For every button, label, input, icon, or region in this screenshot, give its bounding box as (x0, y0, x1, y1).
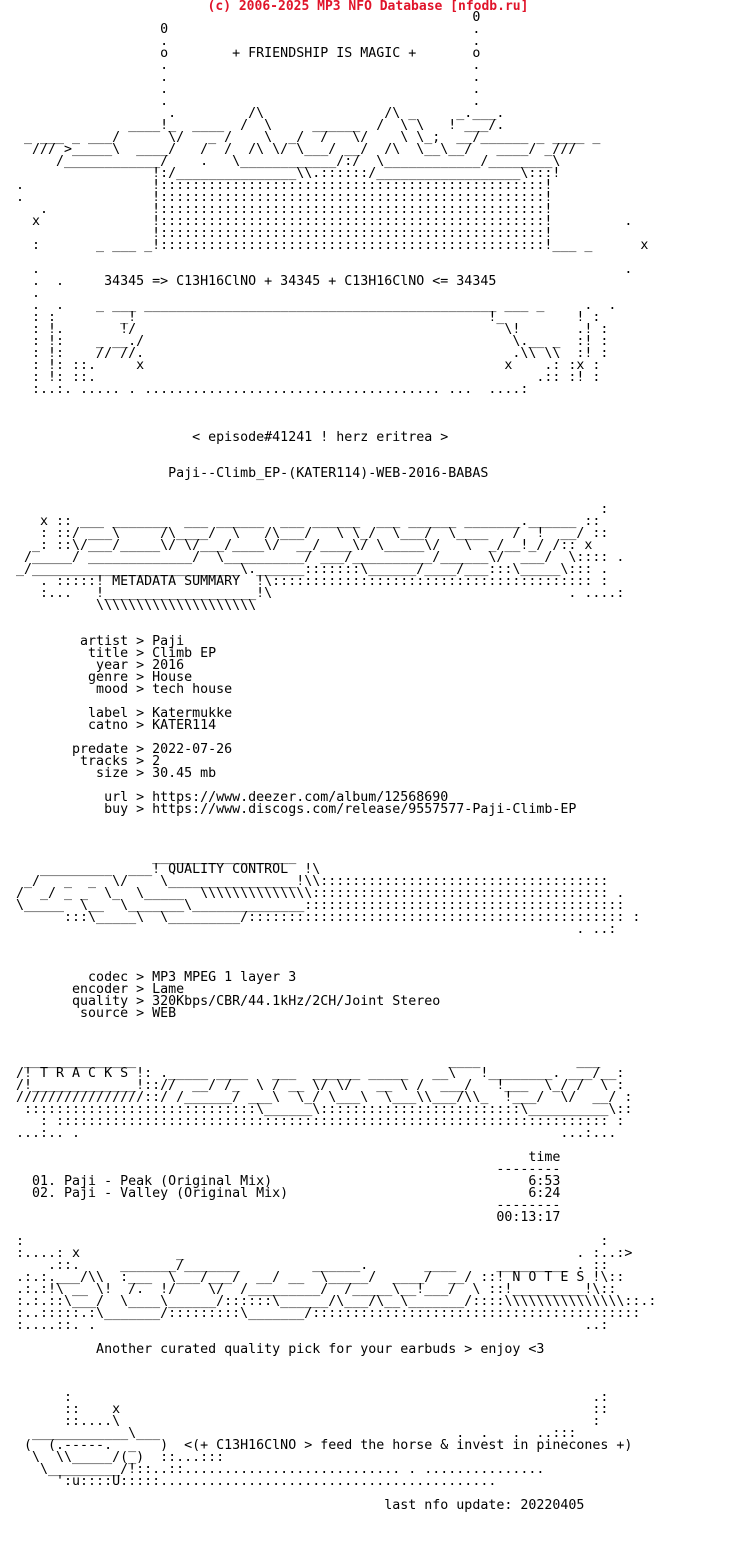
nfo-line: Another curated quality pick for your earbuds > enjoy <3 (8, 1342, 545, 1357)
nfo-line: codec > MP3 MPEG 1 layer 3 (8, 970, 297, 985)
nfo-line: o + FRIENDSHIP IS MAGIC + o (8, 46, 481, 61)
nfo-line: . . _ ___ ____________________________________________ ___ _ . . (8, 298, 617, 313)
nfo-line: :..:. ..... . ..................................... ... ....: (8, 382, 529, 397)
nfo-line: \_____ \__ \_______\______________:::::::::::::::::::::::::::::::::::::::: (8, 898, 625, 913)
nfo-line: : !: _ __./ \.__ _ :! : (8, 334, 609, 349)
nfo-line: __________________ (8, 850, 297, 865)
nfo-line: source > WEB (8, 1006, 177, 1021)
nfo-line: . . (8, 58, 481, 73)
nfo-line: . !::::::::::::::::::::::::::::::::::::::::::::::::! (8, 202, 553, 217)
nfo-line: /____________/ . \____________/:/ \____________/________\ (8, 154, 561, 169)
nfo-line: \\\\\\\\\\\\\\\\\\\\ (8, 598, 257, 613)
nfo-line: / _/ _ _ \_ \_____ \\\\\\\\\\\\\\::::::::::::::::::::::::::::::::::::: . (8, 886, 625, 901)
nfo-line: .::. _______/_______ ______. ____ _________ . :: (8, 1258, 609, 1273)
nfo-line: : ::::::::::::::::::::::::::::::::::::::::::::::::::::::::::::::::::::: : (8, 1114, 625, 1129)
nfo-line: /_____/ _____________/ \__________/ ___/__________/______\/ ___/ \:::: . (8, 550, 625, 565)
nfo-line: _________ ___! QUALITY CONTROL !\ (8, 862, 321, 877)
nfo-line: label > Katermukke (8, 706, 233, 721)
nfo-line: year > 2016 (8, 658, 185, 673)
nfo-line: 0 . (8, 22, 481, 37)
nfo-line: encoder > Lame (8, 982, 185, 997)
nfo-line: : !: // //. .\\ \\ :! : (8, 346, 609, 361)
nfo-line: . ..: (8, 922, 617, 937)
nfo-line: -------- (8, 1198, 561, 1213)
nfo-line: . (8, 286, 41, 301)
nfo-line: ( (.-----. _ ) <(+ C13H16ClNO > feed the horse & invest in pinecones +) (8, 1438, 633, 1453)
nfo-line: . . (8, 82, 481, 97)
nfo-line: : !: ::. x x .: :x : (8, 358, 601, 373)
nfo-line: : ::/ ___\ /\____/ \ /\___/ \ \_/ \___/ \____ / ! __/ :: (8, 526, 609, 541)
nfo-line: url > https://www.deezer.com/album/12568690 (8, 790, 449, 805)
nfo-line: ____!_ ____ / \ ______ / \ \ ! ___/. (8, 118, 505, 133)
nfo-line: _/ _ _ \/ \________________!\\:::::::::::::::::::::::::::::::::::: (8, 874, 609, 889)
nfo-line: last nfo update: 20220405 (8, 1498, 585, 1513)
nfo-line: :::\_____\ \_________/::::::::::::::::::::::::::::::::::::::::::::::: : (8, 910, 641, 925)
nfo-line: : !. !/ \! .! : (8, 322, 609, 337)
nfo-line: ////////////////::/ /______/ ___\ \_/ \___\ \___\\___/\\_ !___/ \/ __/ : (8, 1090, 633, 1105)
nfo-line: :... !___________________!\ . ....: (8, 586, 625, 601)
nfo-line: time (8, 1150, 561, 1165)
nfo-line: . . (8, 70, 481, 85)
nfo-line: ______________ ____ ___ (8, 1054, 601, 1069)
nfo-line: . . (8, 34, 481, 49)
nfo-line: x !::::::::::::::::::::::::::::::::::::::::::::::::! . (8, 214, 633, 229)
nfo-line: artist > Paji (8, 634, 185, 649)
nfo-line: _: ::\/___/_____\/ \/___/____\/ __/____\/ \_____\/ \ _/__!_/ /:: x (8, 538, 593, 553)
nfo-line: .:.:!\ __ \! /. !/ \/ /_________/ /_____\__!___/ \ ::!_________!\:: (8, 1282, 617, 1297)
nfo-line: x :: ___ _______ ___ ______ ___ ______ ___ ______ _______.______ :: (8, 514, 601, 529)
nfo-line: < episode#41241 ! herz eritrea > (8, 430, 449, 445)
nfo-line: quality > 320Kbps/CBR/44.1kHz/2CH/Joint Stereo (8, 994, 441, 1009)
nfo-line: : !: ::. .:: :! : (8, 370, 601, 385)
nfo-line: title > Climb EP (8, 646, 217, 661)
nfo-line: : : (8, 1234, 609, 1249)
nfo-line: !::::::::::::::::::::::::::::::::::::::::::::::::! (8, 226, 553, 241)
nfo-line: _/__________________________\.______:::::::\______/____/___:::\_____\::: . (8, 562, 609, 577)
nfo-line: 02. Paji - Valley (Original Mix) 6:24 (8, 1186, 561, 1201)
site-header-link[interactable]: (c) 2006-2025 MP3 NFO Database [nfodb.ru] (207, 0, 529, 14)
nfo-line: :..:::::.:\_______/:::::::::\_______/::::::::::::::::::::::::::::::::::::::::: (8, 1306, 641, 1321)
nfo-line: : (8, 502, 609, 517)
nfo-ascii-document (8, 12, 656, 1512)
nfo-line: .:.:.___/\\ :___ \___/___/ __/ __ \_____/ ____/ __/ ::! N O T E S !\:: (8, 1270, 625, 1285)
nfo-line: : .: (8, 1390, 609, 1405)
nfo-line: \_________/!::..::........................... . ............... (8, 1462, 545, 1477)
nfo-line: /! T R A C K S !: ._____ ____ ___ ______ _____ __\ !________. ___/__: (8, 1066, 625, 1081)
nfo-line: . !::::::::::::::::::::::::::::::::::::::::::::::::! (8, 178, 553, 193)
nfo-line: . . 34345 => C13H16ClNO + 34345 + C13H16ClNO <= 34345 (8, 274, 497, 289)
nfo-line: buy > https://www.discogs.com/release/9557577-Paji-Climb-EP (8, 802, 577, 817)
nfo-line: _ ___ _ ___/ \/ _ / \ _/ / \/ \ \_; __/______ _ ____ _ (8, 130, 601, 145)
nfo-line: :....::. . ..: (8, 1318, 609, 1333)
nfo-line: 00:13:17 (8, 1210, 561, 1225)
nfo-line: . /\ /\ _ _.___. (8, 106, 505, 121)
nfo-line: !:/_______________\\.::::::/__________________\:::! (8, 166, 561, 181)
nfo-line: :: x :: (8, 1402, 609, 1417)
nfo-line: tracks > 2 (8, 754, 161, 769)
nfo-line: -------- (8, 1162, 561, 1177)
nfo-line: . . (8, 262, 633, 277)
nfo-line: :....: x _ . :..:> (8, 1246, 633, 1261)
nfo-line: genre > House (8, 670, 193, 685)
nfo-line: Paji--Climb_EP-(KATER114)-WEB-2016-BABAS (8, 466, 489, 481)
nfo-line: 0 (8, 10, 481, 25)
nfo-line: : : _! !_ ! : (8, 310, 601, 325)
nfo-line: . !::::::::::::::::::::::::::::::::::::::::::::::::! (8, 190, 553, 205)
nfo-line: /// >_____\ ____/ / / /\ \/ \___/ __/ /\ \__\__/ ____/ _/// (8, 142, 577, 157)
nfo-line: ...:.. . ...:... (8, 1126, 617, 1141)
nfo-line: ':u::::U:::::.......................................... (8, 1474, 497, 1489)
nfo-line: : _ ___ _!::::::::::::::::::::::::::::::::::::::::::::::::!___ _ x (8, 238, 649, 253)
nfo-line: ::....\ : (8, 1414, 601, 1429)
nfo-line: 01. Paji - Peak (Original Mix) 6:53 (8, 1174, 561, 1189)
nfo-line: :.:.::\___/ \____\______/::::::\______/\___/\__\_______/::::\\\\\\\\\\\\\\\::.: (8, 1294, 657, 1309)
nfo-line: \ \\_____/(_) ::...::: (8, 1450, 225, 1465)
nfo-line: . :::::! METADATA SUMMARY !\:::::::::::::::::::::::::::::::::::::::: : (8, 574, 609, 589)
nfo-line: mood > tech house (8, 682, 233, 697)
nfo-line: catno > KATER114 (8, 718, 217, 733)
nfo-line: /!_____________!::// __/ /_ \ / __ \/ \/ __ \ / ___/ !___ \_/ / \ : (8, 1078, 625, 1093)
nfo-line: predate > 2022-07-26 (8, 742, 233, 757)
nfo-line: :::::::::::::::::::::::::::::\______\:::::::::::::::::::::::::\__________\:: (8, 1102, 633, 1117)
nfo-line: ____________\___ . . . ..::: (8, 1426, 577, 1441)
nfo-line: size > 30.45 mb (8, 766, 217, 781)
nfo-line: . . (8, 94, 481, 109)
